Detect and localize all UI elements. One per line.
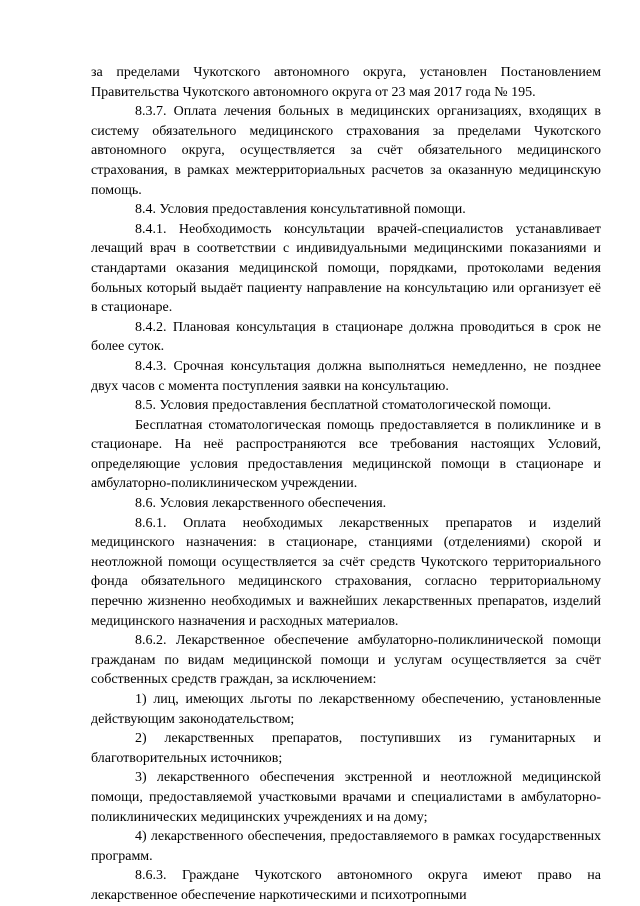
heading-8-6: 8.6. Условия лекарственного обеспечения. [135,496,387,512]
paragraph-8-6-1: 8.6.1. Оплата необходимых лекарственных препаратов и изделий медицинского назначения: в стационаре, станциями (отделениями) скорой и неотложной помощи осуществляется за счёт средств Чукотского территориального фонда обязательного медицинского страхования, согласно территориальному перечню жизненно необходимых и важнейших лекарственных препаратов, изделий медицинского назначения и расходных материалов. [91,515,601,629]
paragraph-8-4-2: 8.4.2. Плановая консультация в стационаре должна проводиться в срок не более суток. [91,319,601,355]
list-item-2: 2) лекарственных препаратов, поступивших из гуманитарных и благотворительных источников; [91,731,601,766]
paragraph-8-4-1: 8.4.1. Необходимость консультации врачей-специалистов устанавливает лечащий врач в соответствии с индивидуальными медицинскими показаниями и стандартами оказания медицинской помощи, порядками, протоколами ведения больных который выдаёт пациенту направление на консультацию или организует её в стационаре. [91,221,601,316]
paragraph-continuation: за пределами Чукотского автономного округа, установлен Постановлением Правительства Чукотского автономного округа от 23 мая 2017 года № 195. [91,65,601,100]
list-item-3: 3) лекарственного обеспечения экстренной и неотложной медицинской помощи, предоставляемой участковыми врачами и специалистами в амбулаторно-поликлинических медицинских учреждениях и на дому; [91,770,601,825]
list-item-4: 4) лекарственного обеспечения, предоставляемого в рамках государственных программ. [91,829,601,864]
list-item-1: 1) лиц, имеющих льготы по лекарственному обеспечению, установленные действующим законодательством; [91,692,601,727]
document-page [91,63,601,906]
paragraph-8-4-3: 8.4.3. Срочная консультация должна выполняться немедленно, не позднее двух часов с момента поступления заявки на консультацию. [91,358,601,394]
paragraph-8-6-2: 8.6.2. Лекарственное обеспечение амбулаторно-поликлинической помощи гражданам по видам медицинской помощи и услугам осуществляется за счёт собственных средств граждан, за исключением: [91,633,601,688]
paragraph-dental-care: Бесплатная стоматологическая помощь предоставляется в поликлинике и в стационаре. На неё распространяются все требования настоящих Условий, определяющие условия предоставления медицинской помощи в стационаре и амбулаторно-поликлиническом учреждении. [91,417,601,492]
heading-8-4: 8.4. Условия предоставления консультативной помощи. [135,202,466,218]
paragraph-8-3-7: 8.3.7. Оплата лечения больных в медицинских организациях, входящих в систему обязательного медицинского страхования за пределами Чукотского автономного округа, осуществляется за счёт обязательного медицинского страхования, в рамках межтерриториальных расчетов за оказанную медицинскую помощь. [91,104,601,198]
paragraph-8-6-3: 8.6.3. Граждане Чукотского автономного округа имеют право на лекарственное обеспечение наркотическими и психотропными [91,868,601,903]
heading-8-5: 8.5. Условия предоставления бесплатной стоматологической помощи. [135,398,552,414]
